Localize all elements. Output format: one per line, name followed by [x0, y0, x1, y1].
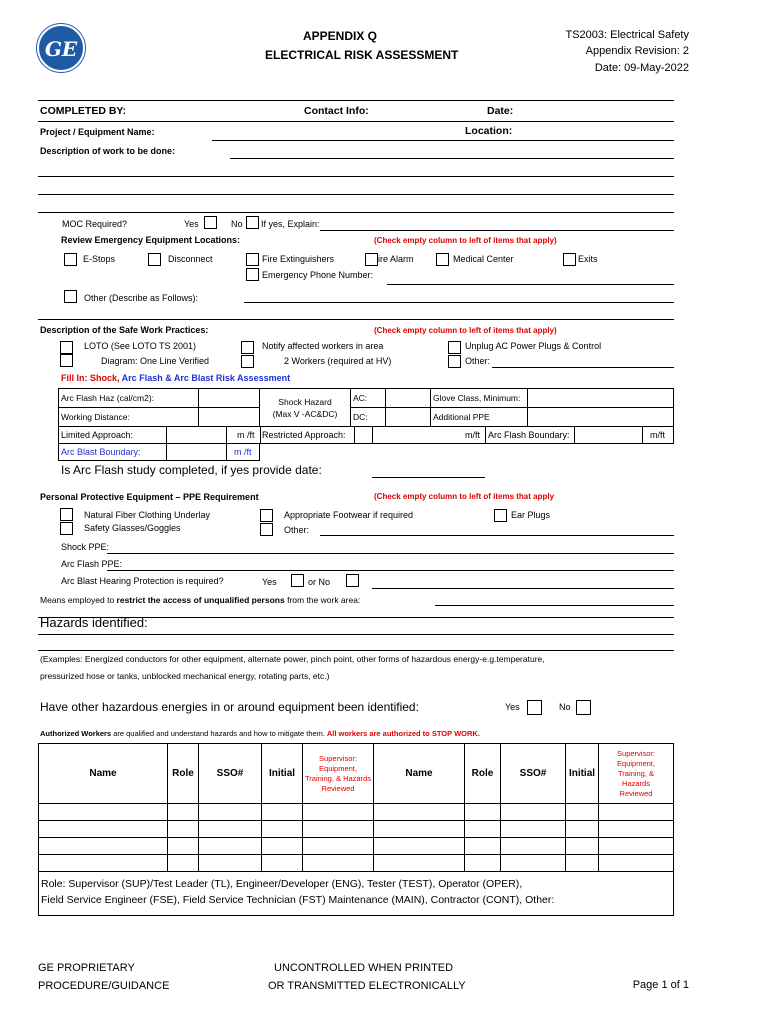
cell[interactable] — [566, 855, 599, 872]
cell[interactable] — [199, 838, 262, 855]
cell[interactable] — [39, 804, 168, 821]
safe-work-title: Description of the Safe Work Practices: — [40, 325, 209, 335]
estops-checkbox[interactable] — [64, 253, 77, 266]
cell[interactable] — [566, 821, 599, 838]
unplug-checkbox[interactable] — [448, 341, 461, 354]
arc-flash-boundary-label: Arc Flash Boundary: — [488, 430, 570, 440]
other-describe-checkbox[interactable] — [64, 290, 77, 303]
col-name-2: Name — [374, 744, 465, 804]
notify-label: Notify affected workers in area — [262, 341, 384, 351]
arc-flash-haz-label: Arc Flash Haz (cal/cm2): — [59, 389, 199, 408]
cell[interactable] — [168, 838, 199, 855]
project-field[interactable] — [212, 140, 674, 141]
cell[interactable] — [303, 855, 374, 872]
footer-page: Page 1 of 1 — [632, 979, 689, 991]
footwear-label: Appropriate Footwear if required — [284, 510, 414, 520]
hearing-yes-checkbox[interactable] — [291, 574, 304, 587]
cell[interactable] — [374, 804, 465, 821]
cell[interactable] — [501, 855, 566, 872]
ppe-title: Personal Protective Equipment – PPE Requirement — [40, 492, 259, 502]
hearing-no-label: or No — [308, 577, 331, 587]
dc-value[interactable] — [386, 408, 431, 427]
emergency-phone-checkbox[interactable] — [246, 268, 259, 281]
cell-divider — [226, 443, 227, 461]
safe-other-field[interactable] — [492, 367, 674, 368]
footer-uncontrolled: UNCONTROLLED WHEN PRINTED — [274, 962, 454, 974]
cell-divider — [260, 426, 261, 444]
fire-ext-checkbox[interactable] — [246, 253, 259, 266]
cell-divider — [226, 426, 227, 444]
cell[interactable] — [199, 804, 262, 821]
fire-ext-label: Fire Extinguishers — [262, 254, 335, 264]
means-restrict-field[interactable] — [435, 605, 674, 606]
ppe-other-field[interactable] — [320, 535, 674, 536]
two-workers-label: 2 Workers (required at HV) — [284, 356, 392, 366]
emergency-phone-field[interactable] — [387, 284, 674, 285]
ppe-check-note: (Check empty column to left of items that apply — [374, 492, 555, 501]
cell[interactable] — [303, 804, 374, 821]
arc-blast-boundary-unit: m /ft — [234, 447, 252, 457]
cell[interactable] — [501, 838, 566, 855]
moc-label: MOC Required? — [62, 219, 128, 229]
disconnect-label: Disconnect — [168, 254, 213, 264]
energies-no-label: No — [559, 702, 571, 712]
hearing-yes-label: Yes — [262, 577, 277, 587]
cell[interactable] — [168, 855, 199, 872]
title-appendix: APPENDIX Q — [302, 29, 377, 43]
moc-yes-checkbox[interactable] — [204, 216, 217, 229]
roles-legend: Role: Supervisor (SUP)/Test Leader (TL), Engineer/Developer (ENG), Tester (TEST), Operator (OPER), Field Service Engineer (FSE), Field Service Technician (FST) Maintenance (MAIN), Contractor (CONT), Other: — [39, 872, 674, 916]
safety-glasses-checkbox[interactable] — [60, 522, 73, 535]
cell[interactable] — [599, 804, 674, 821]
description-field-2[interactable] — [38, 176, 674, 177]
medical-label: Medical Center — [453, 254, 514, 264]
shock-ppe-field[interactable] — [107, 553, 674, 554]
other-describe-label: Other (Describe as Follows): — [84, 293, 199, 303]
safe-other-checkbox[interactable] — [448, 355, 461, 368]
hearing-no-checkbox[interactable] — [346, 574, 359, 587]
col-name: Name — [39, 744, 168, 804]
additional-ppe-label: Additional PPE — [431, 408, 528, 427]
cell[interactable] — [374, 838, 465, 855]
other-describe-field[interactable] — [244, 302, 674, 303]
natural-fiber-checkbox[interactable] — [60, 508, 73, 521]
doc-date: Date: 09-May-2022 — [594, 62, 689, 74]
cell[interactable] — [599, 821, 674, 838]
energies-yes-checkbox[interactable] — [527, 700, 542, 715]
working-distance-value[interactable] — [199, 408, 260, 427]
ear-plugs-label: Ear Plugs — [511, 510, 551, 520]
cell-divider — [574, 426, 575, 444]
footer-proprietary: GE PROPRIETARY — [38, 962, 135, 974]
ac-value[interactable] — [386, 389, 431, 408]
limited-approach-unit: m /ft — [237, 430, 255, 440]
cell[interactable] — [374, 855, 465, 872]
cell[interactable] — [262, 838, 303, 855]
natural-fiber-label: Natural Fiber Clothing Underlay — [84, 510, 211, 520]
ppe-other-label: Other: — [284, 525, 310, 535]
arc-study-question: Is Arc Flash study completed, if yes provide date: — [61, 463, 322, 477]
cell-divider — [642, 426, 643, 444]
completed-by-field[interactable] — [38, 121, 674, 122]
cell[interactable] — [465, 855, 501, 872]
restricted-approach-unit: m/ft — [465, 430, 480, 440]
cell-divider — [354, 426, 355, 444]
location-label: Location: — [465, 125, 513, 137]
hazards-field-top[interactable] — [38, 617, 674, 618]
cell[interactable] — [599, 855, 674, 872]
cell[interactable] — [303, 821, 374, 838]
doc-revision: Appendix Revision: 2 — [585, 45, 689, 57]
shock-hazard-label: Shock Hazard (Max V -AC&DC) — [260, 389, 351, 427]
ac-label: AC: — [351, 389, 386, 408]
authorized-workers-note: Authorized Workers are qualified and understand hazards and how to mitigate them. All workers are authorized to STOP WORK. — [40, 729, 480, 738]
description-field-3[interactable] — [38, 194, 674, 195]
hazards-field-2[interactable] — [38, 650, 674, 651]
cell-divider — [166, 426, 167, 444]
roles-row — [39, 872, 674, 916]
estops-label: E-Stops — [83, 254, 116, 264]
means-restrict-label: Means employed to restrict the access of unqualified persons from the work area: — [40, 595, 361, 605]
cell[interactable] — [501, 821, 566, 838]
cell[interactable] — [566, 804, 599, 821]
check-note: (Check empty column to left of items that apply) — [374, 236, 557, 245]
safe-work-check-note: (Check empty column to left of items that apply) — [374, 326, 557, 335]
working-distance-label: Working Distance: — [59, 408, 199, 427]
shock-ppe-label: Shock PPE: — [61, 542, 110, 552]
date-label: Date: — [487, 105, 514, 117]
loto-label: LOTO (See LOTO TS 2001) — [84, 341, 197, 351]
cell[interactable] — [168, 804, 199, 821]
cell[interactable] — [465, 821, 501, 838]
two-workers-checkbox[interactable] — [241, 355, 254, 368]
hearing-field[interactable] — [372, 588, 674, 589]
other-energies-label: Have other hazardous energies in or around equipment been identified: — [40, 700, 419, 714]
ge-logo: GE — [37, 24, 85, 72]
doc-id: TS2003: Electrical Safety — [565, 29, 689, 41]
diagram-checkbox[interactable] — [60, 354, 73, 367]
cell[interactable] — [39, 855, 168, 872]
hazards-examples-1: (Examples: Energized conductors for other equipment, alternate power, pinch point, other forms of hazardous energy-e.g.temperature, — [40, 654, 545, 664]
hearing-label: Arc Blast Hearing Protection is required? — [61, 576, 224, 586]
workers-table — [38, 743, 674, 916]
moc-no-checkbox[interactable] — [246, 216, 259, 229]
cell[interactable] — [599, 838, 674, 855]
cell[interactable] — [374, 821, 465, 838]
moc-no-label: No — [231, 219, 243, 229]
cell[interactable] — [465, 838, 501, 855]
cell[interactable] — [262, 821, 303, 838]
hazards-title: Hazards identified: — [40, 615, 148, 630]
table-row — [39, 821, 674, 838]
energies-yes-label: Yes — [505, 702, 520, 712]
col-role-2: Role — [465, 744, 501, 804]
table-row — [39, 855, 674, 872]
approach-row — [58, 426, 674, 444]
glove-class-label: Glove Class, Minimum: — [431, 389, 528, 408]
safety-glasses-label: Safety Glasses/Goggles — [84, 523, 181, 533]
moc-yes-label: Yes — [184, 219, 199, 229]
divider — [38, 100, 674, 101]
cell[interactable] — [168, 821, 199, 838]
additional-ppe-value[interactable] — [528, 408, 674, 427]
description-field-4[interactable] — [38, 212, 674, 213]
exits-checkbox[interactable] — [563, 253, 576, 266]
cell[interactable] — [199, 821, 262, 838]
arc-flash-boundary-unit: m/ft — [650, 430, 665, 440]
workers-header-row — [39, 744, 674, 804]
cell[interactable] — [199, 855, 262, 872]
description-field-1[interactable] — [230, 158, 674, 159]
dc-label: DC: — [351, 408, 386, 427]
cell[interactable] — [262, 855, 303, 872]
table-row — [39, 804, 674, 821]
notify-checkbox[interactable] — [241, 341, 254, 354]
col-sso: SSO# — [199, 744, 262, 804]
col-role: Role — [168, 744, 199, 804]
col-supervisor: Supervisor: Equipment, Training, & Hazards Reviewed — [303, 744, 374, 804]
fill-in-label: Fill In: Shock, Arc Flash & Arc Blast Risk Assessment — [61, 373, 291, 383]
limited-approach-label: Limited Approach: — [61, 430, 134, 440]
medical-checkbox[interactable] — [436, 253, 449, 266]
restricted-approach-label: Restricted Approach: — [262, 430, 346, 440]
arc-flash-haz-value[interactable] — [199, 389, 260, 408]
col-initial: Initial — [262, 744, 303, 804]
hazards-field-1[interactable] — [38, 634, 674, 635]
exits-label: Exits — [578, 254, 598, 264]
energies-no-checkbox[interactable] — [576, 700, 591, 715]
contact-info-label: Contact Info: — [304, 105, 369, 117]
disconnect-checkbox[interactable] — [148, 253, 161, 266]
unplug-label: Unplug AC Power Plugs & Control — [465, 341, 602, 351]
table-row — [39, 838, 674, 855]
arc-flash-table — [58, 388, 674, 427]
glove-class-value[interactable] — [528, 389, 674, 408]
arc-flash-ppe-label: Arc Flash PPE: — [61, 559, 123, 569]
hazards-examples-2: pressurized hose or tanks, unblocked mechanical energy, rotating parts, etc.) — [40, 671, 330, 681]
description-label: Description of work to be done: — [40, 146, 176, 156]
cell[interactable] — [465, 804, 501, 821]
footer-transmitted: OR TRANSMITTED ELECTRONICALLY — [268, 980, 466, 992]
review-emergency-label: Review Emergency Equipment Locations: — [61, 235, 241, 245]
ppe-other-checkbox[interactable] — [260, 523, 273, 536]
fire-alarm-checkbox[interactable] — [365, 253, 378, 266]
arc-blast-boundary-label: Arc Blast Boundary: — [61, 447, 141, 457]
col-sso-2: SSO# — [501, 744, 566, 804]
col-supervisor-2: Supervisor: Equipment, Training, & Hazards Reviewed — [599, 744, 674, 804]
moc-explain-label: If yes, Explain: — [261, 219, 320, 229]
cell-divider — [485, 426, 486, 444]
footwear-checkbox[interactable] — [260, 509, 273, 522]
other-describe-field-2[interactable] — [38, 319, 674, 320]
col-initial-2: Initial — [566, 744, 599, 804]
cell[interactable] — [303, 838, 374, 855]
cell-divider — [166, 443, 167, 461]
cell[interactable] — [262, 804, 303, 821]
cell[interactable] — [39, 838, 168, 855]
cell-divider — [372, 426, 373, 444]
cell[interactable] — [566, 838, 599, 855]
project-label: Project / Equipment Name: — [40, 127, 155, 137]
cell[interactable] — [39, 821, 168, 838]
safe-other-label: Other: — [465, 356, 491, 366]
arc-flash-ppe-field[interactable] — [107, 570, 674, 571]
loto-checkbox[interactable] — [60, 341, 73, 354]
emergency-phone-label: Emergency Phone Number: — [262, 270, 374, 280]
ear-plugs-checkbox[interactable] — [494, 509, 507, 522]
title-main: ELECTRICAL RISK ASSESSMENT — [265, 48, 459, 62]
diagram-label: Diagram: One Line Verified — [101, 356, 210, 366]
moc-explain-field[interactable] — [320, 230, 674, 231]
fire-alarm-label: ire Alarm — [378, 254, 414, 264]
arc-study-date-field[interactable] — [372, 477, 485, 478]
completed-by-label: COMPLETED BY: — [40, 105, 127, 117]
footer-procedure: PROCEDURE/GUIDANCE — [38, 980, 170, 992]
cell[interactable] — [501, 804, 566, 821]
